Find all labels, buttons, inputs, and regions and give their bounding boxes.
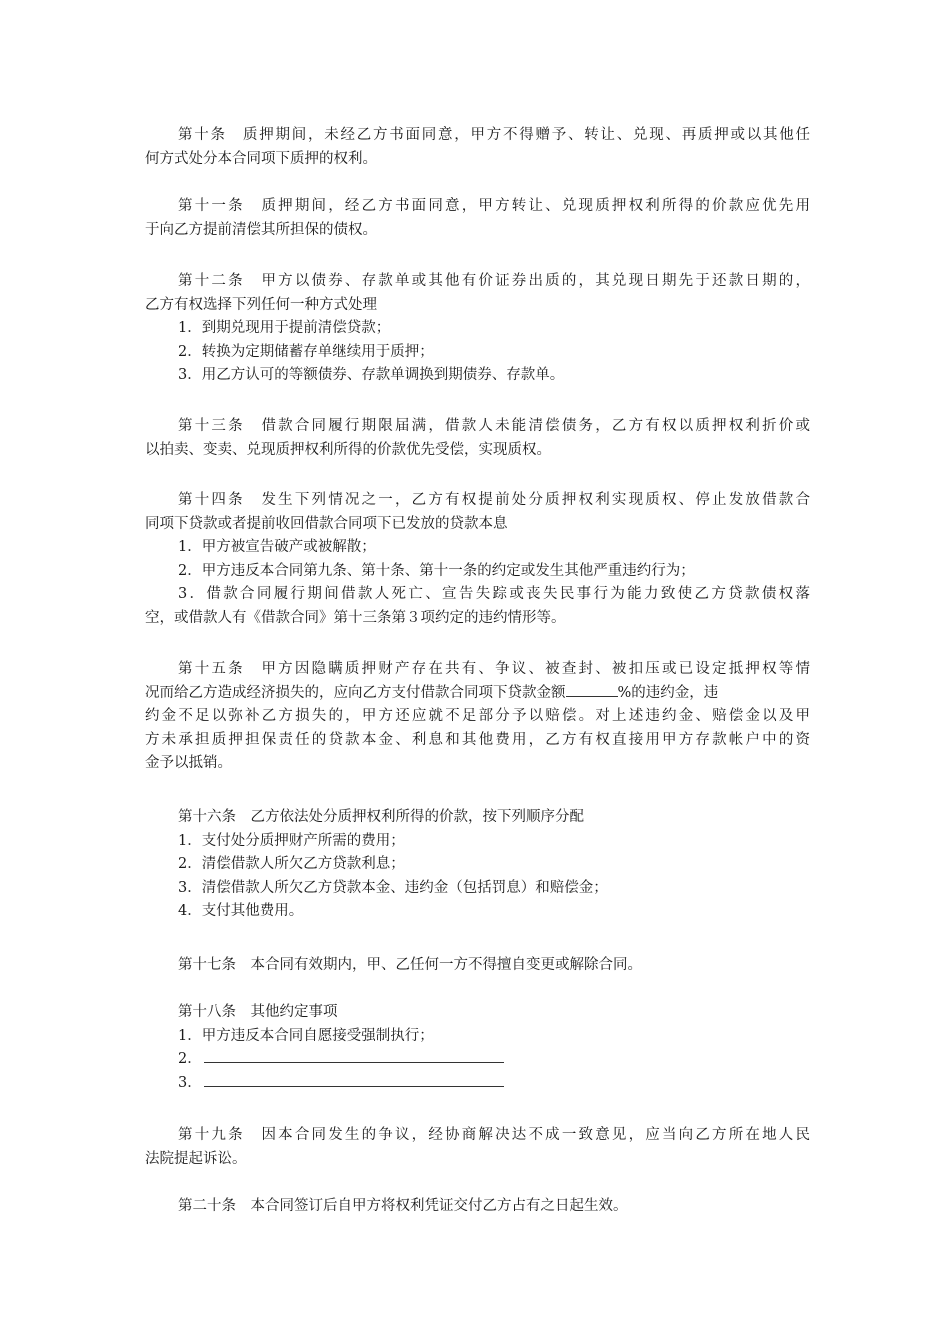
article-14-item-1: 1．甲方被宣告破产或被解散；	[178, 539, 376, 555]
article-17-line-1: 第十七条 本合同有效期内，甲、乙任何一方不得擅自变更或解除合同。	[178, 957, 642, 973]
article-13-line-2: 以拍卖、变卖、兑现质押权利所得的价款优先受偿，实现质权。	[145, 441, 551, 458]
article-12-item-1: 1．到期兑现用于提前清偿贷款；	[178, 320, 391, 336]
article-18-line-1: 第十八条 其他约定事项	[178, 1004, 338, 1020]
article-19-line-2: 法院提起诉讼。	[145, 1150, 247, 1167]
article-12-item-3: 3．用乙方认可的等额债券、存款单调换到期债券、存款单。	[178, 367, 565, 383]
article-10	[145, 124, 810, 171]
article-16-item-1: 1．支付处分质押财产所需的费用；	[178, 832, 405, 849]
penalty-rate-blank	[566, 682, 618, 697]
article-15-line-1: 第十五条 甲方因隐瞒质押财产存在共有、争议、被查封、被扣压或已设定抵押权等情	[178, 661, 810, 677]
article-12-item-2: 2．转换为定期储蓄存单继续用于质押；	[178, 343, 434, 360]
article-14-item-3-line-2: 空，或借款人有《借款合同》第十三条第３项约定的违约情形等。	[145, 609, 566, 626]
article-14	[145, 489, 810, 630]
article-18-item-2-num: 2．	[178, 1051, 202, 1067]
article-15-line-2-text: 况而给乙方造成经济损失的，应向乙方支付借款合同项下贷款金额	[145, 684, 566, 701]
article-18-item-1: 1．甲方违反本合同自愿接受强制执行；	[178, 1027, 434, 1044]
article-13-line-1: 第十三条 借款合同履行期限届满，借款人未能清偿债务，乙方有权以质押权利折价或	[178, 418, 810, 434]
article-11	[145, 195, 810, 242]
article-10-line-1: 第十条 质押期间，未经乙方书面同意，甲方不得赠予、转让、兑现、再质押或以其他任	[178, 127, 810, 143]
article-15-line-2	[145, 682, 810, 706]
article-16-line-1: 第十六条 乙方依法处分质押权利所得的价款，按下列顺序分配	[178, 809, 584, 825]
article-16-item-4: 4．支付其他费用。	[178, 903, 304, 919]
article-18-item-3-num: 3．	[178, 1074, 202, 1091]
article-12-line-2: 乙方有权选择下列任何一种方式处理	[145, 296, 377, 313]
article-11-line-2: 于向乙方提前清偿其所担保的债权。	[145, 221, 377, 238]
article-14-item-3-line-1: 3．借款合同履行期间借款人死亡、宣告失踪或丧失民事行为能力致使乙方贷款债权落	[178, 586, 810, 602]
fill-in-blank-2	[204, 1048, 504, 1063]
article-11-line-1: 第十一条 质押期间，经乙方书面同意，甲方转让、兑现质押权利所得的价款应优先用	[178, 198, 810, 214]
article-18-item-3	[145, 1072, 810, 1096]
article-14-line-1: 第十四条 发生下列情况之一，乙方有权提前处分质押权利实现质权、停止发放借款合	[178, 492, 810, 508]
article-16	[145, 806, 810, 924]
article-19	[145, 1124, 810, 1171]
article-14-item-2: 2．甲方违反本合同第九条、第十条、第十一条的约定或发生其他严重违约行为；	[178, 562, 695, 579]
article-16-item-2: 2．清偿借款人所欠乙方贷款利息；	[178, 856, 405, 872]
article-20	[145, 1195, 810, 1219]
article-19-line-1: 第十九条 因本合同发生的争议，经协商解决达不成一致意见，应当向乙方所在地人民	[178, 1127, 810, 1143]
article-13	[145, 415, 810, 462]
article-17	[145, 954, 810, 978]
article-15-line-5: 金予以抵销。	[145, 755, 232, 771]
article-10-line-2: 何方式处分本合同项下质押的权利。	[145, 150, 377, 167]
article-12	[145, 270, 810, 388]
article-18	[145, 1001, 810, 1095]
article-14-line-2: 同项下贷款或者提前收回借款合同项下已发放的贷款本息	[145, 515, 508, 532]
article-15-line-3: 约金不足以弥补乙方损失的，甲方还应就不足部分予以赔偿。对上述违约金、赔偿金以及甲	[145, 708, 810, 724]
article-15-line-2-tail: %的违约金，违	[617, 684, 719, 701]
fill-in-blank-3	[204, 1072, 504, 1087]
article-15	[145, 658, 810, 776]
article-15-line-4: 方未承担质押担保责任的贷款本金、利息和其他费用，乙方有权直接用甲方存款帐户中的资	[145, 731, 810, 748]
article-18-item-2	[145, 1048, 810, 1072]
article-20-line-1: 第二十条 本合同签订后自甲方将权利凭证交付乙方占有之日起生效。	[178, 1198, 628, 1214]
article-16-item-3: 3．清偿借款人所欠乙方贷款本金、违约金（包括罚息）和赔偿金；	[178, 879, 608, 896]
article-12-line-1: 第十二条 甲方以债券、存款单或其他有价证券出质的，其兑现日期先于还款日期的，	[178, 273, 810, 289]
